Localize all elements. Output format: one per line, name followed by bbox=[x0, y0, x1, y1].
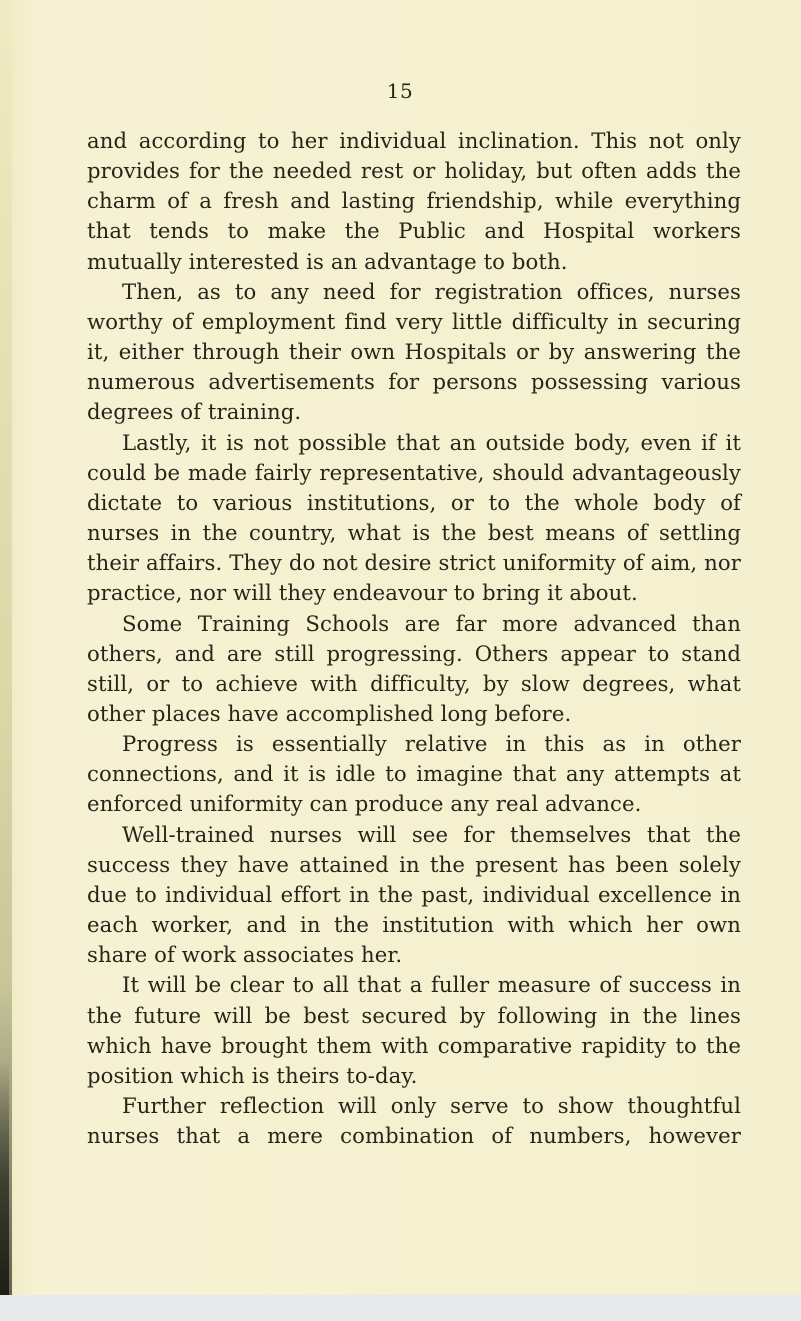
scan-bottom-margin bbox=[0, 1295, 801, 1321]
paragraph-4: Some Training Schools are far more advanced than others, and are still progressing. Others appear to stand still, or to achieve with difficulty, by slow degrees, what other places have accomplished long before. bbox=[87, 610, 741, 726]
paragraph-1: and according to her individual inclination. This not only provides for the needed rest or holiday, but often adds the charm of a fresh and lasting friendship, while everything that tends to make the Public and Hospital workers mutually interested is an advantage to both. bbox=[87, 128, 741, 274]
paragraph-3: Lastly, it is not possible that an outside body, even if it could be made fairly representative, should advantageously dictate to various institutions, or to the whole body of nurses in the country, what is the best means of settling their affairs. They do not desire strict uniformity of aim, nor practice, nor will they endeavour to bring it about. bbox=[87, 429, 741, 606]
body-text bbox=[87, 126, 741, 1151]
page-number: 15 bbox=[386, 79, 414, 103]
paragraph-6: Well-trained nurses will see for themselves that the success they have attained in the present has been solely due to individual effort in the past, individual excellence in each worker, and in the institution with which her own share of work associates her. bbox=[87, 821, 741, 968]
paragraph-8: Further reflection will only serve to show thoughtful nurses that a mere combination of numbers, however bbox=[87, 1093, 741, 1149]
page-binding-shadow bbox=[0, 1060, 9, 1321]
paragraph-5: Progress is essentially relative in this as in other connections, and it is idle to imagine that any attempts at enforced uniformity can produce any real advance. bbox=[87, 731, 741, 817]
paragraph-2: Then, as to any need for registration offices, nurses worthy of employment find very little difficulty in securing it, either through their own Hospitals or by answering the numerous advertisements for persons possessing various degrees of training. bbox=[87, 278, 741, 425]
paragraph-7: It will be clear to all that a fuller measure of success in the future will be best secured by following in the lines which have brought them with comparative rapidity to the position which is theirs to-day. bbox=[87, 972, 741, 1088]
